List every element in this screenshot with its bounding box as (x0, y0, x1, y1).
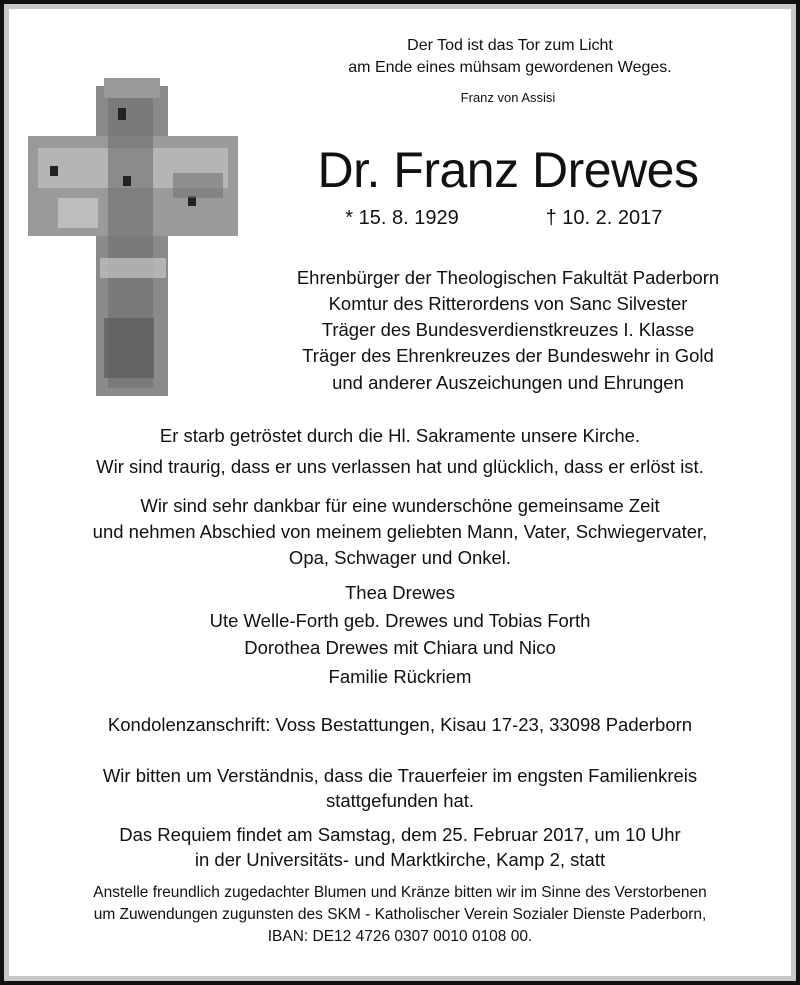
funeral-line: Wir bitten um Verständnis, dass die Trauerfeier im engsten Familienkreis (102, 765, 698, 786)
honor-line: Träger des Bundesverdienstkreuzes I. Klasse (321, 319, 695, 340)
honor-line: Komtur des Ritterordens von Sanc Silvester (328, 293, 688, 314)
honor-line: Träger des Ehrenkreuzes der Bundeswehr in Gold (302, 345, 714, 366)
mourner: Familie Rückriem (328, 666, 472, 687)
quote-author: Franz von Assisi (460, 90, 556, 105)
death-date: † 10. 2. 2017 (545, 207, 663, 229)
iban: IBAN: DE12 4726 0307 0010 0108 00. (267, 928, 533, 945)
mourner: Dorothea Drewes mit Chiara und Nico (244, 637, 556, 658)
honor-line: Ehrenbürger der Theologischen Fakultät Paderborn (296, 267, 720, 288)
mourner: Ute Welle-Forth geb. Drewes und Tobias Forth (209, 610, 591, 631)
quote-line: am Ende eines mühsam gewordenen Weges. (348, 59, 672, 76)
body-line: Wir sind sehr dankbar für eine wunderschöne gemeinsame Zeit (140, 495, 660, 516)
cross-image (28, 78, 238, 398)
condolence-address: Kondolenzanschrift: Voss Bestattungen, Kisau 17-23, 33098 Paderborn (107, 714, 693, 735)
donation-line: um Zuwendungen zugunsten des SKM - Katholischer Verein Sozialer Dienste Paderborn, (93, 906, 707, 923)
requiem-line: in der Universitäts- und Marktkirche, Kamp 2, statt (194, 849, 606, 870)
body-line: Er starb getröstet durch die Hl. Sakramente unsere Kirche. (159, 425, 641, 446)
mourner: Thea Drewes (344, 582, 456, 603)
body-line: Opa, Schwager und Onkel. (288, 547, 512, 568)
birth-date: * 15. 8. 1929 (345, 207, 459, 229)
body-line: Wir sind traurig, dass er uns verlassen hat und glücklich, dass er erlöst ist. (96, 456, 704, 477)
honor-line: und anderer Auszeichungen und Ehrungen (332, 372, 684, 393)
quote-line: Der Tod ist das Tor zum Licht (407, 37, 613, 54)
requiem-line: Das Requiem findet am Samstag, dem 25. Februar 2017, um 10 Uhr (119, 824, 681, 845)
deceased-name: Dr. Franz Drewes (317, 142, 699, 198)
body-line: und nehmen Abschied von meinem geliebten Mann, Vater, Schwiegervater, (92, 521, 708, 542)
funeral-line: stattgefunden hat. (325, 790, 475, 811)
donation-line: Anstelle freundlich zugedachter Blumen und Kränze bitten wir im Sinne des Verstorbenen (93, 884, 707, 901)
